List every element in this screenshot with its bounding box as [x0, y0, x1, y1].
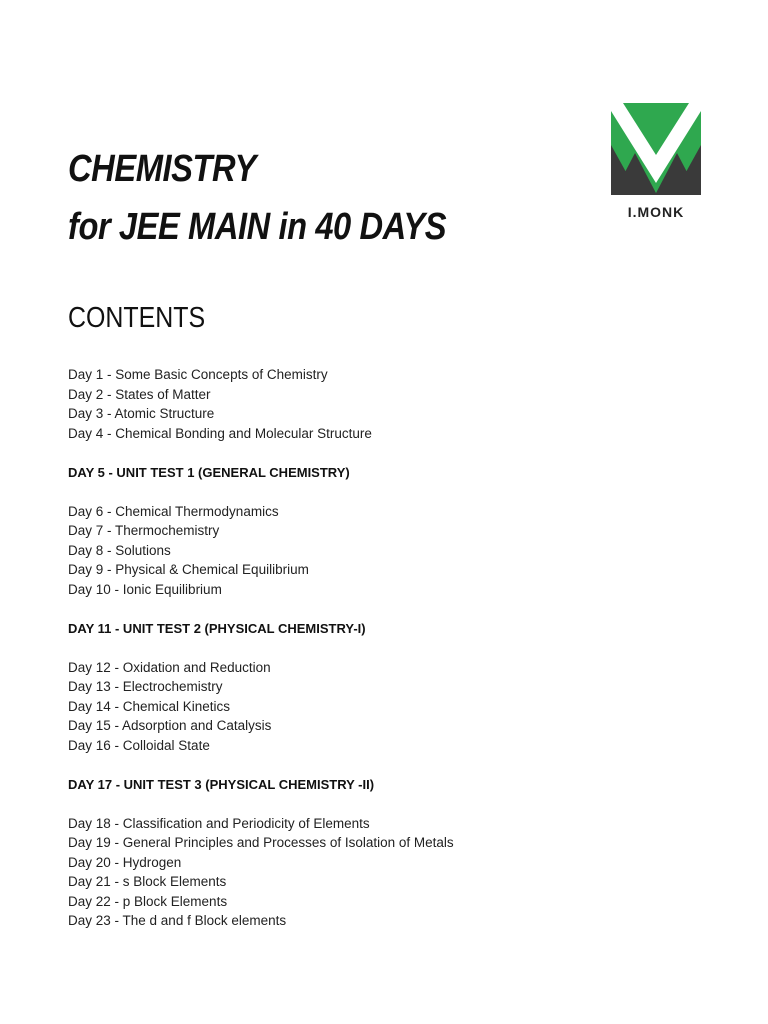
- toc-item: Day 20 - Hydrogen: [68, 854, 182, 870]
- toc-item: Day 9 - Physical & Chemical Equilibrium: [68, 562, 309, 577]
- toc-group-general: [68, 365, 728, 443]
- toc-item: Day 8 - Solutions: [68, 542, 171, 558]
- title-line-exam: for JEE MAIN in 40 DAYS: [68, 206, 447, 248]
- logo-wordmark: I.MONK: [627, 204, 685, 220]
- toc-group-physical-2: [68, 658, 728, 756]
- toc-item: Day 18 - Classification and Periodicity of Elements: [68, 815, 370, 831]
- toc-unit-test-3: DAY 17 - UNIT TEST 3 (PHYSICAL CHEMISTRY -II): [68, 776, 375, 792]
- title-line-subject: CHEMISTRY: [68, 148, 257, 190]
- toc-item: Day 22 - p Block Elements: [68, 893, 228, 909]
- toc-item: Day 6 - Chemical Thermodynamics: [68, 503, 279, 519]
- toc-item: Day 23 - The d and f Block elements: [68, 913, 287, 928]
- toc-item: Day 15 - Adsorption and Catalysis: [68, 718, 272, 733]
- imonk-logo: [611, 103, 701, 223]
- toc-item: Day 21 - s Block Elements: [68, 874, 227, 889]
- table-of-contents: [68, 365, 728, 950]
- toc-item: Day 7 - Thermochemistry: [68, 523, 220, 538]
- toc-item: Day 3 - Atomic Structure: [68, 406, 215, 421]
- toc-item: Day 1 - Some Basic Concepts of Chemistry: [68, 367, 328, 382]
- document-title: [68, 140, 508, 256]
- contents-heading: CONTENTS: [68, 302, 206, 334]
- toc-item: Day 2 - States of Matter: [68, 386, 211, 402]
- toc-item: Day 14 - Chemical Kinetics: [68, 698, 231, 714]
- toc-item: Day 4 - Chemical Bonding and Molecular Structure: [68, 425, 372, 441]
- toc-item: Day 12 - Oxidation and Reduction: [68, 659, 271, 675]
- toc-group-physical-1: [68, 502, 728, 600]
- toc-item: Day 13 - Electrochemistry: [68, 679, 223, 694]
- toc-unit-test-2: DAY 11 - UNIT TEST 2 (PHYSICAL CHEMISTRY-I): [68, 620, 366, 636]
- toc-group-inorganic: [68, 814, 728, 931]
- toc-unit-test-1: DAY 5 - UNIT TEST 1 (GENERAL CHEMISTRY): [68, 464, 350, 480]
- toc-item: Day 16 - Colloidal State: [68, 737, 210, 753]
- toc-item: Day 10 - Ionic Equilibrium: [68, 581, 222, 597]
- toc-item: Day 19 - General Principles and Processes of Isolation of Metals: [68, 835, 454, 850]
